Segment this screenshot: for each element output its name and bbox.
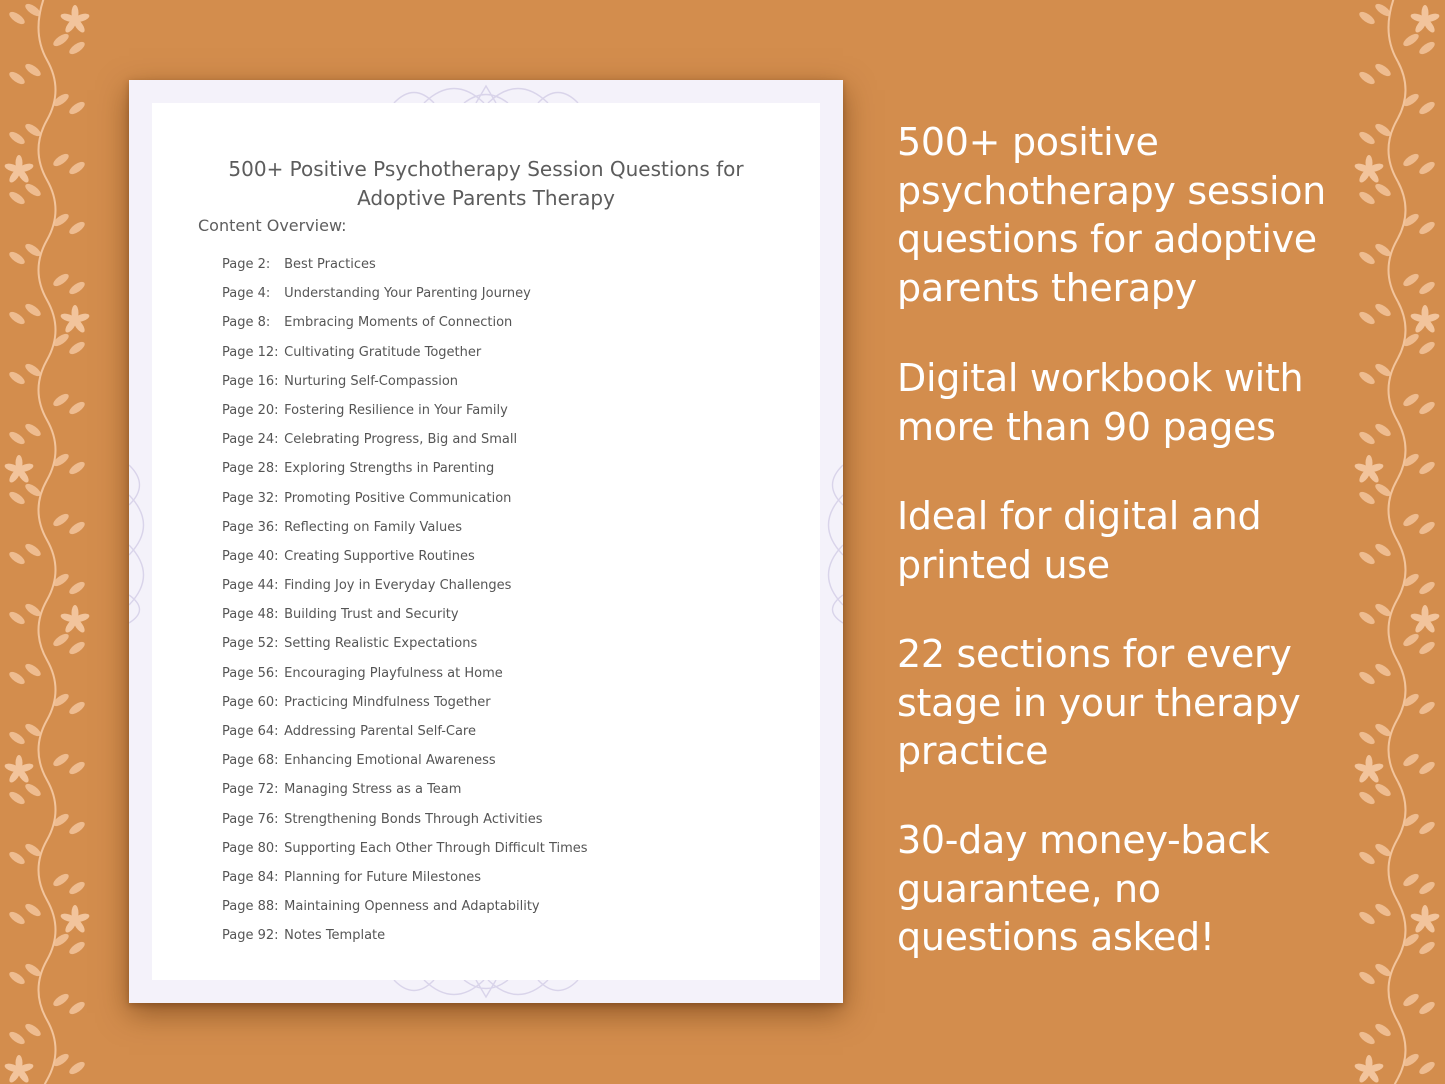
toc-section-title: Addressing Parental Self-Care	[284, 724, 476, 739]
toc-section-title: Exploring Strengths in Parenting	[284, 461, 495, 477]
toc-section-title: Managing Stress as a Team	[284, 782, 462, 798]
toc-page-number: Page 72:	[222, 782, 279, 798]
toc-page-number: Page 88:	[222, 899, 279, 915]
feature-item	[897, 118, 1326, 312]
mandala-ornament-icon	[129, 455, 152, 625]
toc-item	[222, 489, 588, 518]
feature-item	[897, 630, 1300, 776]
table-of-contents	[222, 255, 588, 956]
toc-page-number: Page 24:	[222, 432, 279, 448]
toc-section-title: Promoting Positive Communication	[284, 490, 512, 506]
toc-page-number: Page 4:	[222, 286, 271, 302]
mandala-ornament-icon	[384, 980, 588, 1003]
toc-section-title: Cultivating Gratitude Together	[284, 344, 482, 360]
floral-vine-icon	[1350, 0, 1445, 1084]
toc-section-title: Enhancing Emotional Awareness	[284, 753, 496, 769]
feature-item	[897, 492, 1261, 589]
toc-item	[222, 780, 588, 809]
feature-line: printed use	[897, 542, 1110, 587]
toc-item	[222, 897, 588, 926]
toc-section-title: Setting Realistic Expectations	[284, 636, 478, 652]
feature-line: stage in your therapy	[897, 680, 1301, 725]
toc-section-title: Supporting Each Other Through Difficult Times	[284, 840, 588, 856]
feature-line: psychotherapy session	[897, 168, 1326, 213]
mandala-ornament-icon	[384, 80, 588, 103]
toc-page-number: Page 12:	[222, 344, 279, 360]
toc-section-title: Reflecting on Family Values	[284, 519, 463, 535]
toc-item	[222, 751, 588, 780]
toc-section-title: Planning for Future Milestones	[284, 869, 482, 885]
toc-section-title: Practicing Mindfulness Together	[284, 694, 491, 710]
feature-item	[897, 816, 1270, 962]
toc-page-number: Page 32:	[222, 490, 279, 506]
toc-page-number: Page 68:	[222, 753, 279, 769]
toc-page-number: Page 60:	[222, 694, 279, 710]
toc-page-number: Page 28:	[222, 461, 279, 477]
toc-item	[222, 664, 588, 693]
toc-page-number: Page 80:	[222, 840, 279, 856]
toc-item	[222, 343, 588, 372]
toc-page-number: Page 56:	[222, 665, 279, 681]
toc-item	[222, 401, 588, 430]
toc-page-number: Page 84:	[222, 869, 279, 885]
toc-item	[222, 255, 588, 284]
toc-section-title: Understanding Your Parenting Journey	[284, 286, 531, 302]
feature-line: guarantee, no	[897, 866, 1161, 911]
toc-section-title: Notes Template	[284, 928, 386, 944]
document-title-line: Adoptive Parents Therapy	[357, 186, 615, 210]
toc-item	[222, 868, 588, 897]
toc-page-number: Page 20:	[222, 402, 279, 418]
toc-item	[222, 459, 588, 488]
toc-page-number: Page 92:	[222, 928, 279, 944]
feature-line: 30-day money-back	[897, 818, 1270, 862]
mandala-ornament-icon	[820, 455, 843, 625]
content-overview-label: Content Overview:	[198, 216, 347, 235]
toc-page-number: Page 44:	[222, 578, 279, 594]
toc-page-number: Page 2:	[222, 257, 271, 272]
toc-item	[222, 722, 588, 751]
floral-vine-icon	[0, 0, 95, 1084]
toc-section-title: Celebrating Progress, Big and Small	[284, 432, 518, 448]
toc-section-title: Maintaining Openness and Adaptability	[284, 899, 540, 915]
toc-page-number: Page 16:	[222, 373, 279, 389]
toc-item	[222, 693, 588, 722]
feature-line: Ideal for digital and	[897, 494, 1262, 538]
document-title-line: 500+ Positive Psychotherapy Session Questions for	[228, 157, 744, 181]
toc-section-title: Building Trust and Security	[284, 607, 459, 623]
toc-page-number: Page 76:	[222, 811, 279, 827]
toc-section-title: Creating Supportive Routines	[284, 548, 475, 564]
toc-page-number: Page 52:	[222, 636, 279, 652]
toc-section-title: Encouraging Playfulness at Home	[284, 665, 503, 681]
feature-item	[897, 354, 1303, 451]
toc-item	[222, 634, 588, 663]
feature-line: questions for adoptive	[897, 217, 1317, 261]
toc-item	[222, 284, 588, 313]
feature-line: 500+ positive	[897, 120, 1159, 164]
feature-line: Digital workbook with	[897, 356, 1304, 400]
toc-item	[222, 547, 588, 576]
toc-section-title: Finding Joy in Everyday Challenges	[284, 578, 512, 594]
toc-section-title: Strengthening Bonds Through Activities	[284, 811, 543, 827]
feature-line: parents therapy	[897, 265, 1197, 310]
toc-item	[222, 576, 588, 605]
toc-page-number: Page 36:	[222, 519, 279, 535]
toc-item	[222, 605, 588, 634]
toc-item	[222, 518, 588, 547]
feature-line: 22 sections for every	[897, 632, 1292, 676]
document-title	[192, 155, 780, 213]
toc-section-title: Fostering Resilience in Your Family	[284, 402, 508, 418]
toc-page-number: Page 40:	[222, 548, 279, 564]
toc-page-number: Page 48:	[222, 607, 279, 623]
toc-page-number: Page 64:	[222, 724, 279, 739]
feature-line: questions asked!	[897, 915, 1215, 959]
toc-item	[222, 839, 588, 868]
toc-item	[222, 430, 588, 459]
toc-item	[222, 926, 588, 955]
toc-item	[222, 810, 588, 839]
feature-line: more than 90 pages	[897, 404, 1276, 449]
toc-section-title: Nurturing Self-Compassion	[284, 373, 459, 389]
toc-item	[222, 372, 588, 401]
document-page-preview	[129, 80, 843, 1003]
toc-item	[222, 313, 588, 342]
feature-line: practice	[897, 729, 1049, 773]
toc-page-number: Page 8:	[222, 315, 271, 331]
toc-section-title: Best Practices	[284, 257, 376, 272]
document-page	[152, 103, 820, 980]
toc-section-title: Embracing Moments of Connection	[284, 315, 513, 331]
